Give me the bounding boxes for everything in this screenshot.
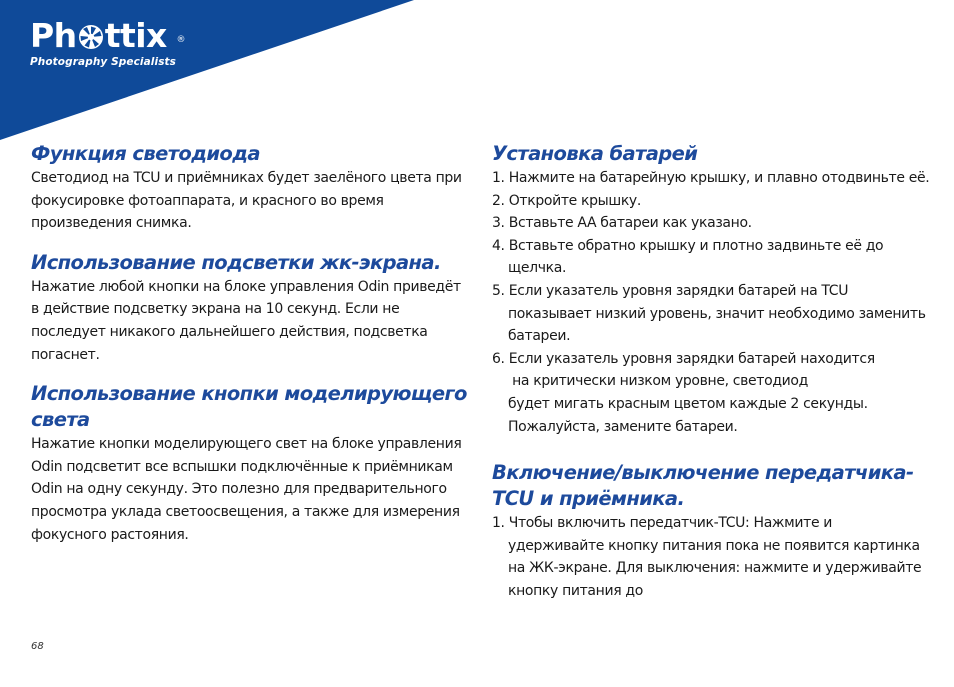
section-body: Светодиод на TCU и приёмниках будет заелёного цвета при фокусировке фотоаппарата, и красного во время произведения снимка. bbox=[31, 170, 462, 232]
header-banner bbox=[0, 0, 954, 140]
brand-name-suffix: ttix bbox=[104, 16, 167, 55]
section-power-on-off bbox=[492, 460, 932, 602]
brand-logo bbox=[30, 16, 186, 68]
section-title: Функция светодиода bbox=[31, 142, 260, 165]
section-battery-install bbox=[492, 141, 932, 438]
brand-wordmark bbox=[30, 16, 186, 56]
list-item: 3. Вставьте AA батареи как указано. bbox=[492, 215, 752, 232]
section-led-function bbox=[31, 141, 471, 235]
right-column bbox=[492, 141, 932, 618]
section-body: Нажатие любой кнопки на блоке управления Odin приведёт в действие подсветку экрана на 10 секунд. Если не последует никакого дальнейшего действия, подсветка погаснет. bbox=[31, 278, 461, 363]
aperture-icon bbox=[78, 24, 104, 50]
section-title: Включение/выключение передатчика-TCU и приёмника. bbox=[492, 461, 914, 511]
list-item: 1. Нажмите на батарейную крышку, и плавно отодвиньте её. bbox=[492, 170, 930, 186]
list-item bbox=[492, 348, 932, 438]
list-item-line: будет мигать красным цветом каждые 2 секунды. Пожалуйста, замените батареи. bbox=[508, 395, 868, 435]
list-item: 4. Вставьте обратно крышку и плотно задвиньте её до щелчка. bbox=[492, 237, 884, 277]
left-column bbox=[31, 141, 471, 561]
page-number: 68 bbox=[31, 641, 44, 652]
list-item: 1. Чтобы включить передатчик-TCU: Нажмите и удерживайте кнопку питания пока не появится картинка на ЖК-экране. Для выключения: нажмите и удерживайте кнопку питания до bbox=[492, 515, 922, 599]
list-item-line: на критически низком уровне, светодиод bbox=[508, 373, 808, 390]
list-item-line: 6. Если указатель уровня зарядки батарей находится bbox=[492, 350, 875, 367]
section-lcd-backlight bbox=[31, 250, 471, 366]
registered-mark: ® bbox=[176, 35, 186, 45]
section-title: Использование подсветки жк-экрана. bbox=[31, 250, 441, 274]
list-item: 2. Откройте крышку. bbox=[492, 192, 641, 209]
section-modeling-light bbox=[31, 381, 471, 546]
brand-tagline: Photography Specialists bbox=[30, 56, 177, 68]
section-body: Нажатие кнопки моделирующего свет на блоке управления Odin подсветит все вспышки подключённые к приёмникам Odin на одну секунду. Это полезно для предварительного просмотра уклада светоосвещения, а также для измерения фокусного растояния. bbox=[31, 436, 462, 543]
section-title: Использование кнопки моделирующего света bbox=[31, 382, 467, 432]
list-item: 5. Если указатель уровня зарядки батарей на TCU показывает низкий уровень, значит необходимо заменить батареи. bbox=[492, 282, 926, 345]
section-title: Установка батарей bbox=[492, 142, 698, 165]
brand-name-prefix: Ph bbox=[30, 16, 77, 55]
